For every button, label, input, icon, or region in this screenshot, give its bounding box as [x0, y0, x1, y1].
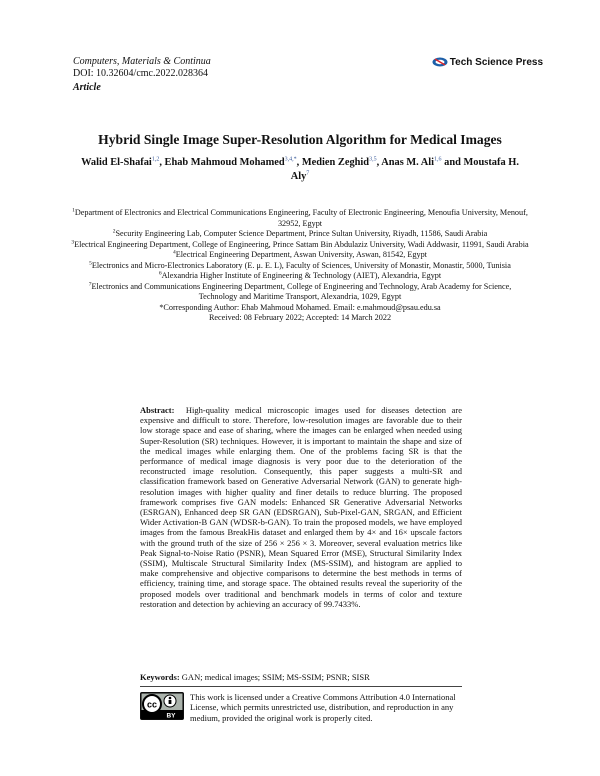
- publisher-logo: [432, 56, 543, 68]
- page-header: [73, 56, 543, 94]
- author-name: Ehab Mahmoud Mohamed: [164, 157, 285, 168]
- affiliation-text: Security Engineering Lab, Computer Science Department, Prince Sultan University, Riyadh, 11586, Saudi Arabia: [115, 229, 488, 238]
- divider: [140, 686, 462, 687]
- keywords-text: GAN; medical images; SSIM; MS-SSIM; PSNR; SISR: [181, 672, 370, 682]
- received-dates: Received: 08 February 2022; Accepted: 14 March 2022: [208, 313, 392, 322]
- author-affiliation-marker: 3,4,*: [284, 156, 297, 163]
- article-type: Article: [73, 82, 101, 93]
- affiliation-item: [70, 261, 530, 272]
- author-affiliation-marker: 1,2: [151, 156, 160, 163]
- author-affiliation-marker: 1,6: [434, 156, 442, 163]
- author-name: Walid El-Shafai: [81, 157, 152, 168]
- by-label: BY: [166, 712, 176, 720]
- affiliation-item: [70, 229, 530, 240]
- doi-link[interactable]: DOI: 10.32604/cmc.2022.028364: [73, 68, 208, 79]
- paper-title: Hybrid Single Image Super-Resolution Algorithm for Medical Images: [98, 132, 502, 147]
- journal-name: Computers, Materials & Continua: [73, 56, 211, 67]
- affiliation-number: 4: [173, 249, 176, 256]
- affiliation-number: 3: [71, 238, 75, 245]
- author-list: [80, 156, 520, 184]
- affiliation-item: [70, 240, 530, 251]
- affiliation-item: [70, 282, 530, 303]
- affiliation-number: 6: [158, 270, 162, 277]
- affiliation-text: Electrical Engineering Department, Aswan University, Aswan, 81542, Egypt: [175, 250, 427, 259]
- license-block: [140, 692, 470, 723]
- author-separator: ,: [159, 157, 165, 168]
- affiliation-number: 1: [72, 207, 75, 214]
- affiliations: [70, 208, 530, 324]
- affiliation-text: Department of Electronics and Electrical Communications Engineering, Faculty of Electronic Engineering, Menoufia University, Menouf, 32952, Egypt: [74, 208, 528, 228]
- abstract-label: Abstract:: [140, 405, 175, 415]
- keywords: [140, 672, 462, 682]
- abstract-text: High-quality medical microscopic images used for diseases detection are expensive and difficult to store. Therefore, low-resolution images are favorable due to their low storage space and ease of sharing, where the images can be enlarged when needed using Super-Resolution (SR) techniques. However, it is important to maintain the shape and size of the medical images while enlarging them. One of the problems facing SR is that the performance of medical image diagnosis is very poor due to the deterioration of the reconstructed image resolution. Consequently, this paper suggests a multi-SR and classification framework based on Generative Adversarial Network (GAN) to generate high-resolution images with higher quality and finer details to reduce blurring. The proposed framework comprises five GAN models: Enhanced SR Generative Adversarial Networks (ESRGAN), Enhanced deep SR GAN (EDSRGAN), Sub-Pixel-GAN, SRGAN, and Efficient Wider Activation-B GAN (WDSR-b-GAN). To train the proposed models, we have employed images from the famous BreakHis dataset and enlarged them by 4× and 16× upscale factors with the ground truth of the size of 256 × 256 × 3. Moreover, several evaluation metrics like Peak Signal-to-Noise Ratio (PSNR), Mean Squared Error (MSE), Structural Similarity Index (SSIM), Multiscale Structural Similarity Index (MS-SSIM), and histogram are applied to make comprehensive and objective comparisons to determine the best methods in terms of efficiency, training time, and storage space. The obtained results reveal the superiority of the proposed models over traditional and benchmark models in terms of color and texture restoration and detection by achieving an accuracy of 99.7433%.: [140, 405, 462, 609]
- cc-label: cc: [146, 699, 158, 710]
- affiliation-text: Electrical Engineering Department, College of Engineering, Prince Sattam Bin Abdulaziz University, Wadi Addwasir, 11991, Saudi Arabia: [74, 239, 529, 249]
- corresponding-author: *Corresponding Author: Ehab Mahmoud Mohamed. Email: e.mahmoud@psau.edu.sa: [159, 302, 441, 312]
- affiliation-item: [70, 208, 530, 229]
- author-separator: and: [441, 157, 464, 168]
- author-name: Moustafa H. Aly: [290, 157, 519, 182]
- keywords-label: Keywords:: [140, 672, 180, 682]
- author-affiliation-marker: 7: [306, 170, 310, 177]
- author-separator: ,: [376, 157, 382, 168]
- affiliation-number: 2: [112, 228, 116, 235]
- cc-by-badge[interactable]: [140, 692, 184, 720]
- affiliation-text: Alexandria Higher Institute of Engineering & Technology (AIET), Alexandria, Egypt: [161, 271, 442, 280]
- license-text: This work is licensed under a Creative Commons Attribution 4.0 International License, which permits unrestricted use, distribution, and reproduction in any medium, provided the original work is properly cited.: [190, 692, 456, 723]
- publisher-name: Tech Science Press: [449, 56, 543, 68]
- affiliation-item: [70, 250, 530, 261]
- affiliation-number: 7: [88, 280, 92, 287]
- affiliation-item: [70, 271, 530, 282]
- author-name: Anas M. Ali: [381, 157, 435, 168]
- author-name: Medien Zeghid: [301, 157, 370, 168]
- abstract: [140, 405, 462, 609]
- author-separator: ,: [296, 157, 302, 168]
- affiliation-text: Electronics and Communications Engineering Department, College of Engineering and Technology, Arab Academy for Science, Technology and Maritime Transport, Alexandria, 1029, Egypt: [91, 281, 512, 301]
- affiliation-text: Electronics and Micro-Electronics Laboratory (E. μ. E. L), Faculty of Sciences, University of Monastir, Monastir, 5000, Tunisia: [91, 260, 511, 270]
- publisher-mark-icon: [432, 56, 448, 68]
- author-affiliation-marker: 3,5: [369, 156, 377, 163]
- affiliation-number: 5: [89, 259, 92, 266]
